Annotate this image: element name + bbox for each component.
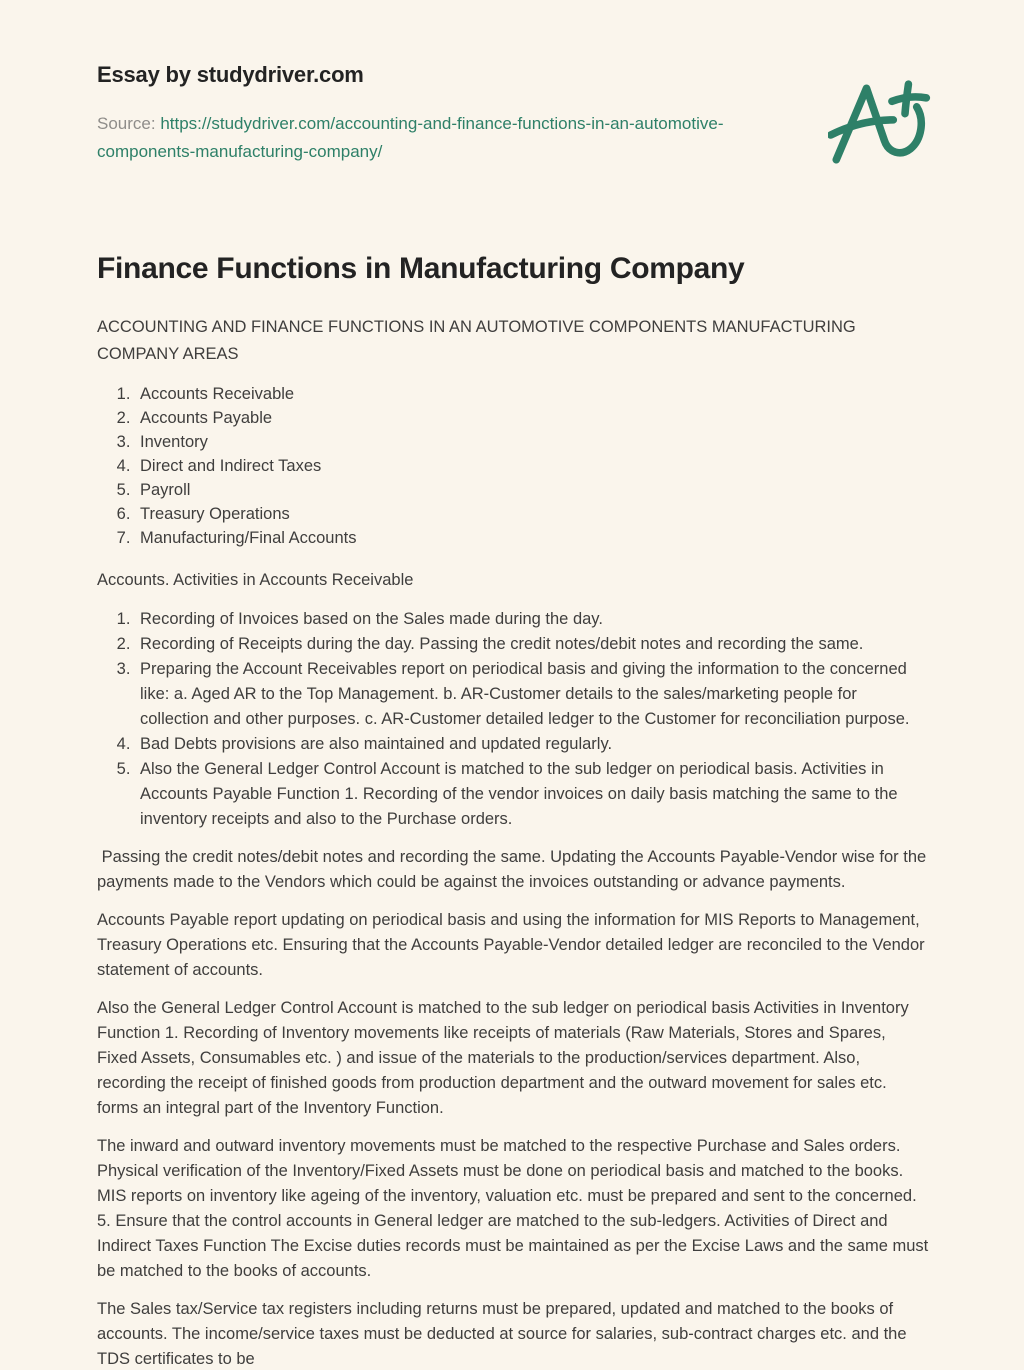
list-item: 1. Accounts Receivable [135, 382, 930, 406]
paragraph: The Sales tax/Service tax registers including returns must be prepared, updated and matched to the books of accounts. The income/service taxes must be deducted at source for salaries, sub-contract charges etc. and the TDS certificates to be [97, 1300, 911, 1368]
a-plus-logo-icon [828, 70, 938, 178]
list-item: 3. Preparing the Account Receivables report on periodical basis and giving the information to the concerned like: a. Aged AR to the Top Management. b. AR-Customer details to the sales/marketing people for collection and other purposes. c. AR-Customer detailed ledger to the Customer for reconciliation purpose. [135, 657, 930, 732]
page-header [97, 62, 930, 166]
page-title: Finance Functions in Manufacturing Company [97, 252, 745, 285]
list-item: 2. Recording of Receipts during the day. Passing the credit notes/debit notes and recording the same. [135, 632, 930, 657]
source-label: Source: [97, 114, 156, 133]
paragraph: The inward and outward inventory movements must be matched to the respective Purchase and Sales orders. Physical verification of the Inventory/Fixed Assets must be done on periodical basis and matched to the books. MIS reports on inventory like ageing of the inventory, valuation etc. must be prepared and sent to the concerned. 5. Ensure that the control accounts in General ledger are matched to the sub-ledgers. Activities of Direct and Indirect Taxes Function The Excise duties records must be maintained as per the Excise Laws and the same must be matched to the books of accounts. [97, 1137, 933, 1280]
list-item: 4. Bad Debts provisions are also maintained and updated regularly. [135, 732, 930, 757]
section-heading: Accounts. Activities in Accounts Receivable [97, 571, 414, 589]
source-line [97, 110, 752, 166]
paragraph: Accounts Payable report updating on periodical basis and using the information for MIS Reports to Management, Treasury Operations etc. Ensuring that the Accounts Payable-Vendor detailed ledger are reconciled to the Vendor statement of accounts. [97, 911, 930, 979]
list-item: 5. Payroll [135, 478, 930, 502]
list-item: 3. Inventory [135, 430, 930, 454]
list-item: 1. Recording of Invoices based on the Sales made during the day. [135, 607, 930, 632]
areas-list [97, 382, 930, 550]
list-item: 4. Direct and Indirect Taxes [135, 454, 930, 478]
paragraph: Also the General Ledger Control Account is matched to the sub ledger on periodical basis Activities in Inventory Function 1. Recording of Inventory movements like receipts of materials (Raw Materials, Stores and Spares, Fixed Assets, Consumables etc. ) and issue of the materials to the production/services department. Also, recording the receipt of finished goods from production department and the outward movement for sales etc. forms an integral part of the Inventory Function. [97, 999, 914, 1117]
essay-by-title: Essay by studydriver.com [97, 62, 364, 87]
source-link[interactable]: https://studydriver.com/accounting-and-finance-functions-in-an-automotive-components-manufacturing-company/ [97, 114, 724, 161]
ar-activities-list [97, 607, 930, 832]
list-item: 6. Treasury Operations [135, 502, 930, 526]
list-item: 7. Manufacturing/Final Accounts [135, 526, 930, 550]
list-item: 5. Also the General Ledger Control Account is matched to the sub ledger on periodical basis. Activities in Accounts Payable Function 1. Recording of the vendor invoices on daily basis matching the same to the inventory receipts and also to the Purchase orders. [135, 757, 930, 832]
doc-subtitle: ACCOUNTING AND FINANCE FUNCTIONS IN AN AUTOMOTIVE COMPONENTS MANUFACTURING COMPANY AREAS [97, 318, 856, 363]
paragraph: Passing the credit notes/debit notes and recording the same. Updating the Accounts Payable-Vendor wise for the payments made to the Vendors which could be against the invoices outstanding or advance payments. [97, 848, 931, 891]
list-item: 2. Accounts Payable [135, 406, 930, 430]
